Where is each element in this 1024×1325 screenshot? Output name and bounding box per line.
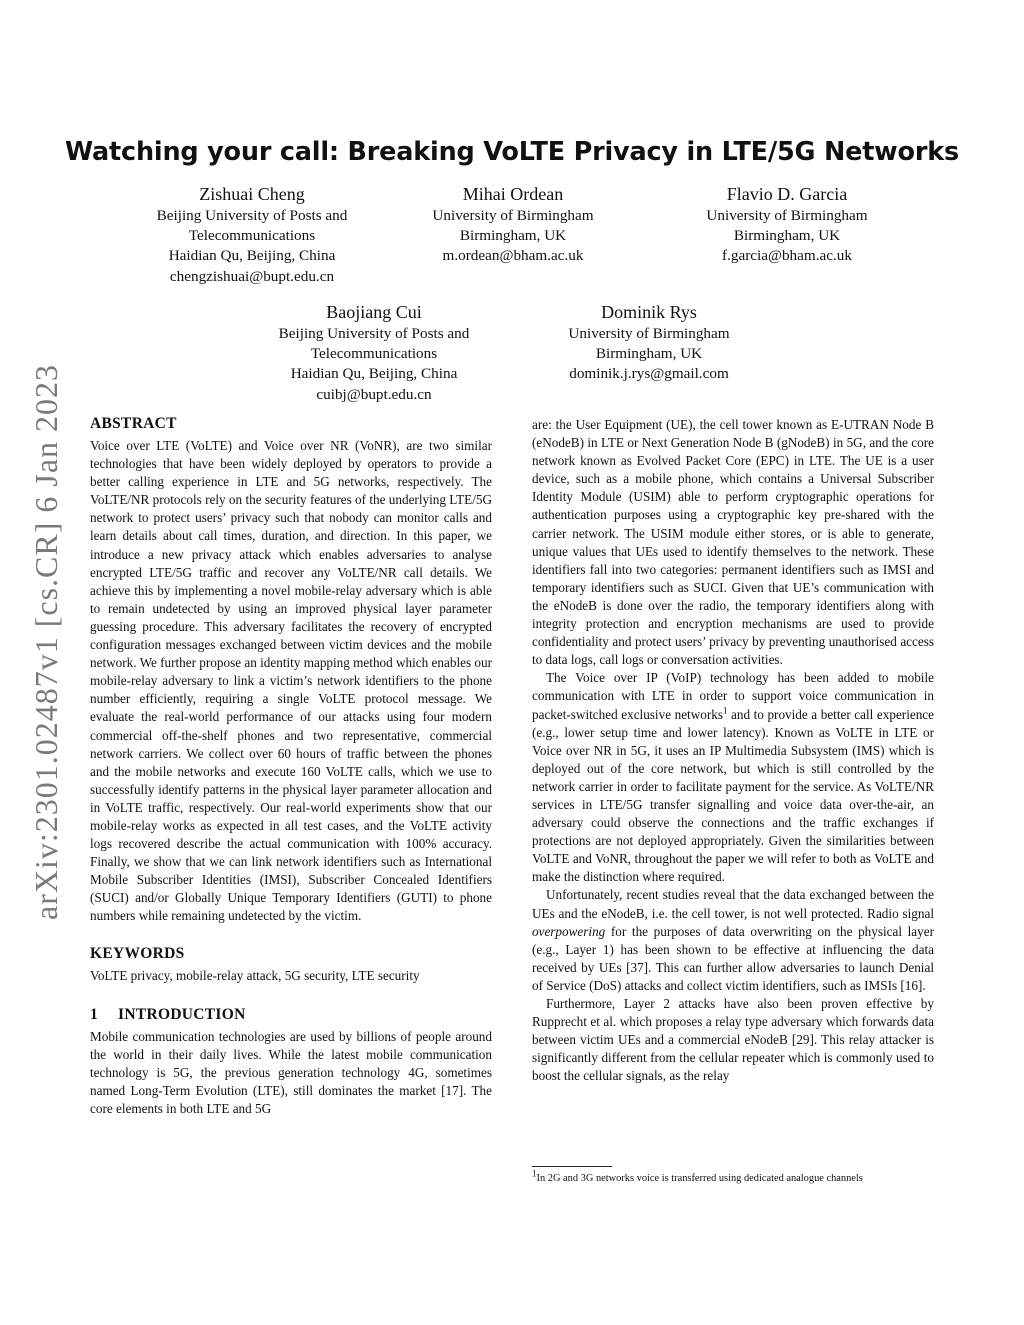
footnote xyxy=(532,1168,934,1186)
footnote-text: In 2G and 3G networks voice is transferred using dedicated analogue channels xyxy=(536,1173,863,1184)
right-column xyxy=(532,416,934,1085)
arxiv-identifier[interactable]: arXiv:2301.02487v1 [cs.CR] 6 Jan 2023 xyxy=(28,363,64,920)
author-affiliation: Telecommunications xyxy=(310,345,438,363)
author-address: Haidian Qu, Beijing, China xyxy=(168,247,336,265)
body-paragraph xyxy=(532,886,934,995)
author-block xyxy=(238,301,510,405)
section-heading xyxy=(90,1005,492,1025)
body-paragraph xyxy=(532,669,934,886)
author-email[interactable]: f.garcia@bham.ac.uk xyxy=(722,247,852,265)
author-address: Birmingham, UK xyxy=(459,227,567,245)
author-block xyxy=(116,183,388,287)
author-email[interactable]: chengzishuai@bupt.edu.cn xyxy=(169,267,335,285)
author-email[interactable]: cuibj@bupt.edu.cn xyxy=(316,385,432,403)
paper-title: Watching your call: Breaking VoLTE Privacy in LTE/5G Networks xyxy=(65,137,959,167)
author-block xyxy=(666,183,908,267)
footnote-mark: 1 xyxy=(532,1168,537,1179)
paragraph-text: and to provide a better call experience (e.g., lower setup time and lower latency). Known as VoLTE in LTE or Voice over NR in 5G, it uses an IP Multimedia Subsystem (IMS) which is deployed out of the core network, but which is still controlled by the network carrier in order to facilitate payment for the service. As VoLTE/NR services in LTE/5G transfer signalling and voice data over-the-air, an adversary could observe the connections and the traffic exchanges if protections are not deployed appropriately. Given the similarities between VoLTE and VoNR, throughout the paper we will refer to both as VoLTE and make the distinction where required. xyxy=(532,706,935,885)
paragraph-text: The Voice over IP (VoIP) technology has been added to mobile communication with LTE in order to support voice communication in packet-switched exclusive networks xyxy=(532,670,934,722)
author-email[interactable]: dominik.j.rys@gmail.com xyxy=(569,365,729,383)
author-email[interactable]: m.ordean@bham.ac.uk xyxy=(442,247,584,265)
author-name: Mihai Ordean xyxy=(462,184,564,204)
body-paragraph: Furthermore, Layer 2 attacks have also been proven effective by Rupprecht et al. which proposes a relay type adversary which forwards data between victim UEs and a commercial eNodeB [29]. This relay attacker is significantly different from the cellular repeater which is commonly used to boost the cellular signals, as the relay xyxy=(532,996,934,1084)
paragraph-text: Unfortunately, recent studies reveal that the data exchanged between the UEs and the eNodeB, i.e. the cell tower, is not well protected. Radio signal xyxy=(532,887,934,921)
paragraph-text: for the purposes of data overwriting on the physical layer (e.g., Layer 1) has been shown to be effective at influencing the data received by UEs [37]. This can further allow adversaries to launch Denial of Service (DoS) attacks and collect victim identifiers, such as IMSIs [16]. xyxy=(532,923,934,993)
body-paragraph: Mobile communication technologies are used by billions of people around the world in their daily lives. While the latest mobile communication technology is 5G, the previous generation technology 4G, sometimes named Long-Term Evolution (LTE), still dominates the market [17]. The core elements in both LTE and 5G xyxy=(90,1028,492,1116)
keywords-text: VoLTE privacy, mobile-relay attack, 5G security, LTE security xyxy=(90,967,420,983)
author-address: Birmingham, UK xyxy=(595,345,703,363)
author-name: Flavio D. Garcia xyxy=(726,184,848,204)
author-affiliation: Telecommunications xyxy=(188,227,316,245)
author-affiliation: Beijing University of Posts and xyxy=(278,325,470,342)
author-affiliation: Beijing University of Posts and xyxy=(156,207,348,224)
footnote-divider xyxy=(532,1166,612,1167)
author-address: Haidian Qu, Beijing, China xyxy=(290,365,458,383)
author-name: Baojiang Cui xyxy=(326,302,422,322)
emphasis-text: overpowering xyxy=(532,923,606,939)
author-name: Zishuai Cheng xyxy=(199,184,305,204)
keywords-heading: KEYWORDS xyxy=(90,944,185,962)
section-title: INTRODUCTION xyxy=(118,1005,246,1023)
abstract-text: Voice over LTE (VoLTE) and Voice over NR (VoNR), are two similar technologies that have been widely deployed by operators to provide a better calling experience in LTE and 5G networks, respectively. The VoLTE/NR protocols rely on the security features of the underlying LTE/5G network to protect users’ privacy such that nobody can monitor calls and learn details about call times, duration, and direction. In this paper, we introduce a new privacy attack which enables adversaries to analyse encrypted LTE/5G traffic and recover any VoLTE/NR call details. We achieve this by implementing a novel mobile-relay adversary which is able to remain undetected by using an improved physical layer parameter guessing procedure. This adversary facilitates the recovery of encrypted configuration messages exchanged between victim devices and the mobile network. We further propose an identity mapping method which enables our mobile-relay adversary to link a victim’s network identifiers to the phone number efficiently, requiring a single VoLTE protocol message. We evaluate the real-world performance of our attacks using four modern commercial off-the-shelf phones and two representative, commercial network carriers. We collect over 60 hours of traffic between the phones and the mobile networks and execute 160 VoLTE calls, which we use to successfully identify patterns in the physical layer parameter allocation and in VoLTE traffic, respectively. Our real-world experiments show that our mobile-relay works as expected in all test cases, and the VoLTE activity logs recovered describe the actual communication with 100% accuracy. Finally, we show that we can link network identifiers such as International Mobile Subscriber Identities (IMSI), Subscriber Concealed Identifiers (SUCI) and/or Globally Unique Temporary Identifiers (GUTI) to phone numbers while remaining undetected by the victim. xyxy=(90,438,492,924)
left-column xyxy=(90,414,492,1118)
author-address: Birmingham, UK xyxy=(733,227,841,245)
author-name: Dominik Rys xyxy=(601,302,697,322)
author-affiliation: University of Birmingham xyxy=(432,207,594,224)
section-number: 1 xyxy=(90,1005,99,1023)
author-affiliation: University of Birmingham xyxy=(568,325,730,342)
author-block xyxy=(528,301,770,385)
author-block xyxy=(392,183,634,267)
footnote-reference[interactable]: 1 xyxy=(722,705,728,716)
body-paragraph: are: the User Equipment (UE), the cell tower known as E-UTRAN Node B (eNodeB) in LTE or Next Generation Node B (gNodeB) in 5G, and the core network known as Evolved Packet Core (EPC) in LTE. The UE is a user device, such as a mobile phone, which contains a Universal Subscriber Identity Module (USIM) able to perform cryptographic operations for authentication purposes using a cryptographic key pre-shared with the carrier network. The USIM module either stores, or is able to generate, unique values that UEs used to identify themselves to the network. These identifiers fall into two categories: permanent identifiers such as IMSI and temporary identifiers such as SUCI. Given that UE’s communication with the eNodeB is done over the radio, the temporary identifiers along with integrity protection and encryption mechanisms are used to provide confidentiality and protect users’ privacy by preventing unauthorised access to data logs, call logs or conversation activities. xyxy=(532,417,934,668)
abstract-heading: ABSTRACT xyxy=(90,415,177,432)
author-affiliation: University of Birmingham xyxy=(706,207,868,224)
